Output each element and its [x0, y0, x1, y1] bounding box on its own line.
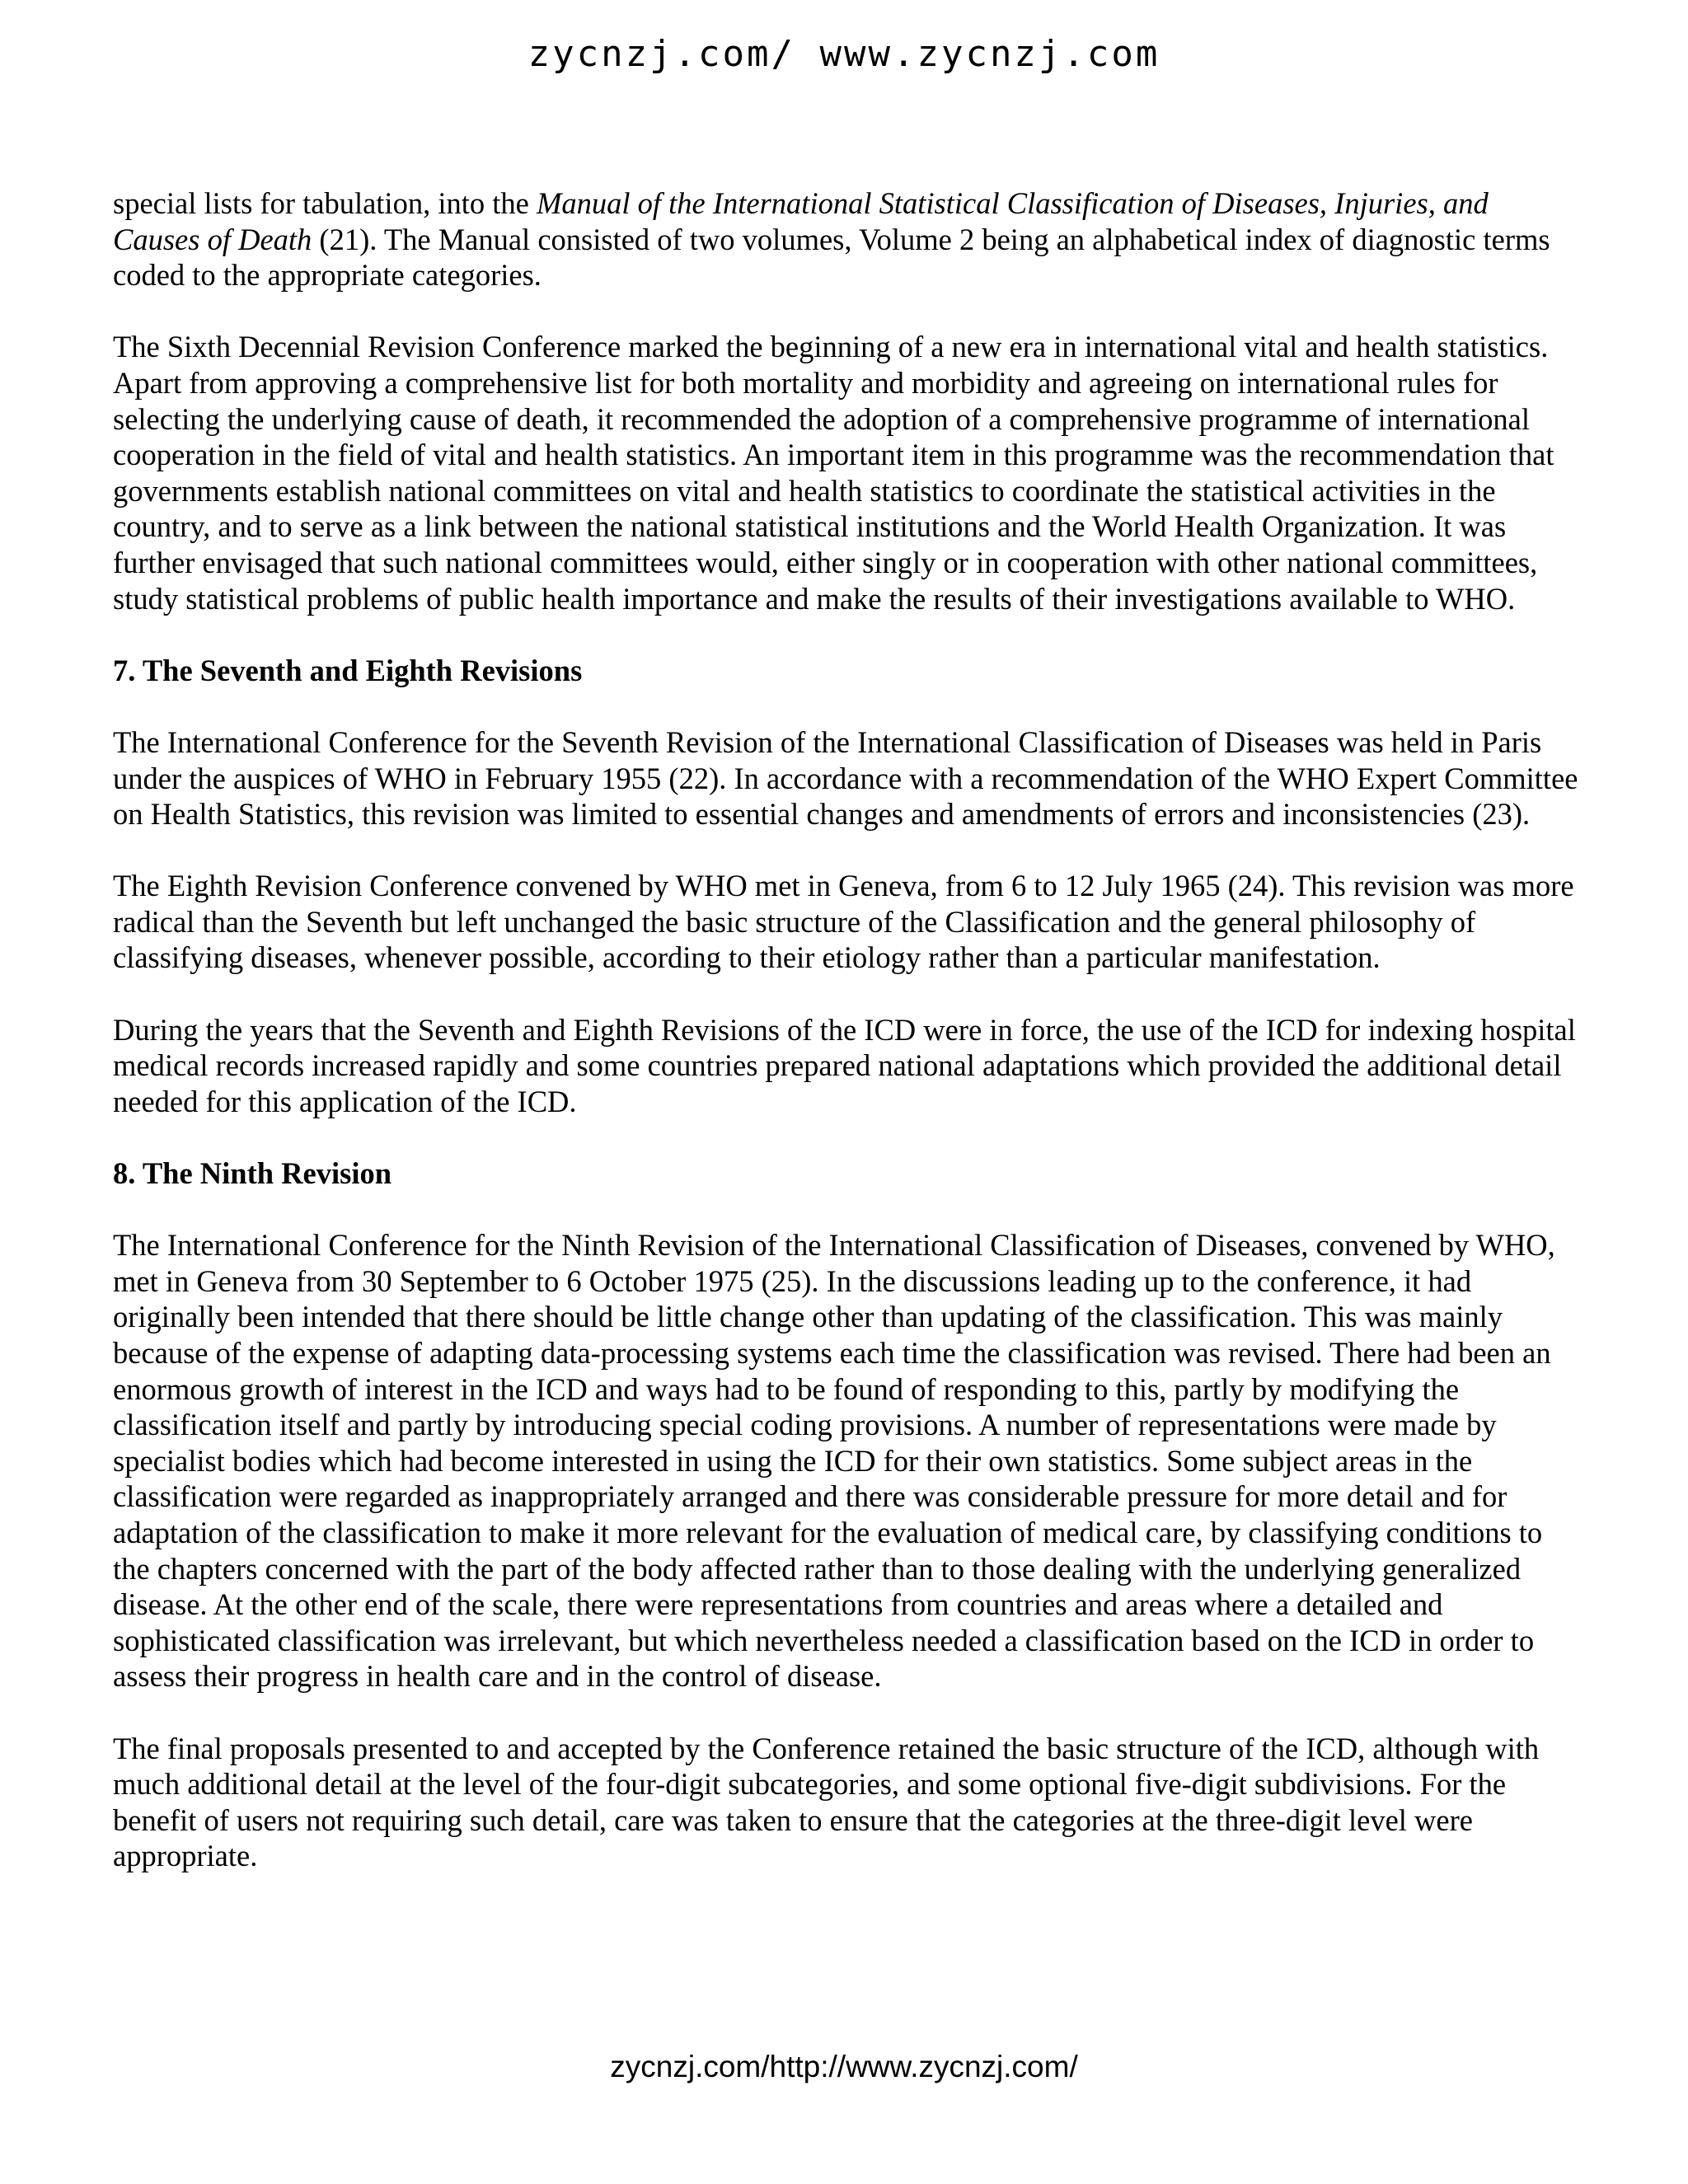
paragraph-manual-volumes [113, 185, 1580, 293]
page-header: zycnzj.com/ www.zycnzj.com [528, 33, 1160, 75]
paragraph-sixth-revision: The Sixth Decennial Revision Conference marked the beginning of a new era in international vital and health statistics. Apart from approving a comprehensive list for both mortality and morbidity and agreeing on international rules for selecting the underlying cause of death, it recommended the adoption of a comprehensive programme of international cooperation in the field of vital and health statistics. An important item in this programme was the recommendation that governments establish national committees on vital and health statistics to coordinate the statistical activities in the country, and to serve as a link between the national statistical institutions and the World Health Organization. It was further envisaged that such national committees would, either singly or in cooperation with other national committees, study statistical problems of public health importance and make the results of their investigations available to WHO. [113, 330, 1554, 616]
paragraph-final-proposals: The final proposals presented to and accepted by the Conference retained the basic structure of the ICD, although with much additional detail at the level of the four-digit subcategories, and some optional five-digit subdivisions. For the benefit of users not requiring such detail, care was taken to ensure that the categories at the three-digit level were appropriate. [113, 1731, 1540, 1873]
paragraph-text: special lists for tabulation, into the [113, 186, 537, 220]
paragraph-text: (21). The Manual consisted of two volumes, Volume 2 being an alphabetical index of diagnostic terms coded to the appropriate categories. [113, 222, 1550, 293]
paragraph-seventh-revision: The International Conference for the Seventh Revision of the International Classification of Diseases was held in Paris under the auspices of WHO in February 1955 (22). In accordance with a recommendation of the WHO Expert Committee on Health Statistics, this revision was limited to essential changes and amendments of errors and inconsistencies (23). [113, 724, 1578, 832]
paragraph-ninth-revision: The International Conference for the Ninth Revision of the International Classification of Diseases, convened by WHO, met in Geneva from 30 September to 6 October 1975 (25). In the discussions leading up to the conference, it had originally been intended that there should be little change other than updating of the classification. This was mainly because of the expense of adapting data-processing systems each time the classification was revised. There had been an enormous growth of interest in the ICD and ways had to be found of responding to this, partly by modifying the classification itself and partly by introducing special coding provisions. A number of representations were made by specialist bodies which had become interested in using the ICD for their own statistics. Some subject areas in the classification were regarded as inappropriately arranged and there was considerable pressure for more detail and for adaptation of the classification to make it more relevant for the evaluation of medical care, by classifying conditions to the chapters concerned with the part of the body affected rather than to those dealing with the underlying generalized disease. At the other end of the scale, there were representations from countries and areas where a detailed and sophisticated classification was irrelevant, but which nevertheless needed a classification based on the ICD in order to assess their progress in health care and in the control of disease. [113, 1228, 1555, 1694]
section-heading-ninth: 8. The Ninth Revision [113, 1156, 392, 1191]
paragraph-eighth-revision: The Eighth Revision Conference convened by WHO met in Geneva, from 6 to 12 July 1965 (24). This revision was more radical than the Seventh but left unchanged the basic structure of the Classification and the general philosophy of classifying diseases, whenever possible, according to their etiology rather than a particular manifestation. [113, 869, 1574, 975]
page-footer: zycnzj.com/http://www.zycnzj.com/ [610, 2050, 1078, 2083]
manual-title: Manual of the International Statistical Classification of Diseases, Injuries, and Causes of Death [113, 186, 1489, 256]
paragraph-hospital-records: During the years that the Seventh and Eighth Revisions of the ICD were in force, the use of the ICD for indexing hospital medical records increased rapidly and some countries prepared national adaptations which provided the additional detail needed for this application of the ICD. [113, 1012, 1576, 1118]
document-body [113, 185, 1580, 1910]
section-heading-seventh-eighth: 7. The Seventh and Eighth Revisions [113, 653, 583, 687]
